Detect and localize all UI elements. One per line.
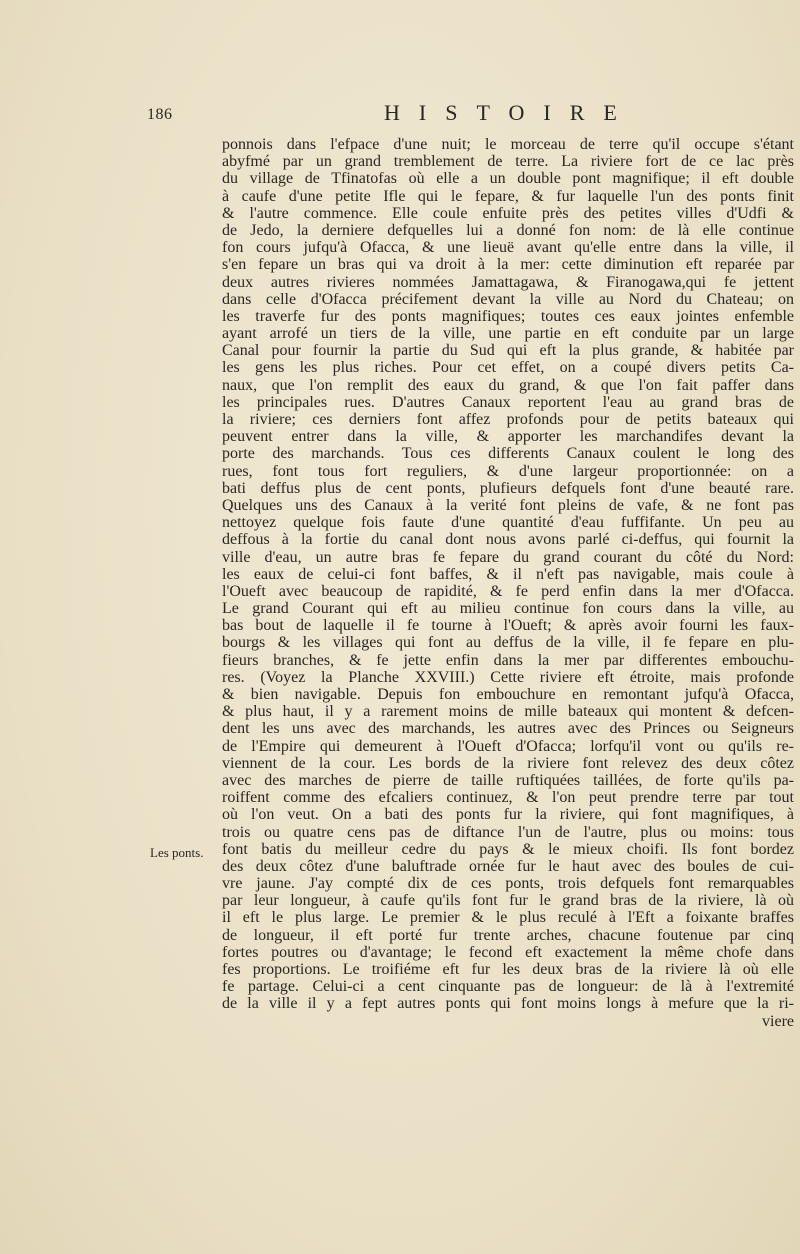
text-line: de Jedo, la derniere defquelles lui a donné fon nom: de là elle continue — [222, 221, 794, 239]
text-line: fortes poutres ou d'avantage; le fecond eft exactement la même chofe dans — [222, 943, 794, 961]
text-line: porte des marchands. Tous ces differents Canaux coulent le long des — [222, 445, 794, 463]
text-line: bati deffus plus de cent ponts, plufieurs defquels font d'une beauté rare. — [222, 479, 794, 497]
text-line: res. (Voyez la Planche XXVIII.) Cette riviere eft étroite, mais profonde — [222, 668, 794, 686]
text-line: fe partage. Celui-ci a cent cinquante pas de longueur: de là à l'extremité — [222, 978, 794, 996]
text-line: & l'autre commence. Elle coule enfuite près des petites villes d'Udfi & — [222, 204, 794, 222]
text-line: fon cours jufqu'à Ofacca, & une lieuë avant qu'elle entre dans la ville, il — [222, 239, 794, 257]
text-line: la riviere; ces derniers font affez profonds pour de petits bateaux qui — [222, 411, 794, 428]
text-line: les principales rues. D'autres Canaux reportent l'eau au grand bras de — [222, 393, 794, 411]
catchword: viere — [762, 1012, 794, 1030]
page-header — [0, 100, 800, 136]
text-line: abyfmé par un grand tremblement de terre. La riviere fort de ce lac près — [222, 153, 794, 171]
text-line: à caufe d'une petite Ifle qui le fepare, & fur laquelle l'un des ponts finit — [222, 187, 794, 205]
text-line: peuvent entrer dans la ville, & apporter les marchandifes devant la — [222, 428, 794, 446]
text-line: ayant arrofé un tiers de la ville, une partie en eft conduite par un large — [222, 325, 794, 343]
text-line: les gens les plus riches. Pour cet effet, on a coupé divers petits Ca- — [222, 359, 794, 377]
text-line: bourgs & les villages qui font au deffus de la ville, il fe fepare en plu- — [222, 634, 794, 652]
text-line: l'Oueft avec beaucoup de rapidité, & fe perd enfin dans la mer d'Ofacca. — [222, 582, 794, 600]
text-line: Le grand Courant qui eft au milieu continue fon cours dans la ville, au — [222, 600, 794, 618]
text-line: rues, font tous fort reguliers, & d'une largeur proportionnée: on a — [222, 462, 794, 480]
text-line: il eft le plus large. Le premier & le plus reculé à l'Eft a foixante braffes — [222, 909, 794, 927]
text-line: de la ville il y a fept autres ponts qui font moins longs à mefure que la ri- — [222, 995, 794, 1013]
text-line: trois ou quatre cens pas de diftance l'un de l'autre, plus ou moins: tous — [222, 823, 794, 841]
text-line: deffous à la fortie du canal dont nous avons parlé ci-deffus, qui fournit la — [222, 531, 794, 549]
text-line: roiffent comme des efcaliers continuez, & l'on peut prendre terre par tout — [222, 789, 794, 807]
text-line: nettoyez quelque fois faute d'une quantité d'eau fuffifante. Un peu au — [222, 514, 794, 532]
text-line: où l'on veut. On a bati des ponts fur la riviere, qui font magnifiques, à — [222, 806, 794, 824]
text-line: bas bout de laquelle il fe tourne à l'Oueft; & après avoir fourni les faux- — [222, 617, 794, 635]
marginal-note: Les ponts. — [150, 845, 204, 860]
text-line: des deux côtez d'une baluftrade ornée fur le haut avec des boules de cui- — [222, 857, 794, 875]
text-line: dans celle d'Ofacca précifement devant la ville au Nord du Chateau; on — [222, 290, 794, 308]
running-head: HISTOIRE — [384, 100, 636, 125]
text-line: font batis du meilleur cedre du pays & le mieux choifi. Ils font bordez — [222, 840, 794, 858]
text-line: ponnois dans l'efpace d'une nuit; le morceau de terre qu'il occupe s'étant — [222, 136, 794, 153]
text-line: s'en fepare un bras qui va droit à la mer: cette diminution eft reparée par — [222, 256, 794, 274]
text-line: dent les uns avec des marchands, les autres avec des Princes ou Seigneurs — [222, 720, 794, 738]
text-line: viennent de la cour. Les bords de la riviere font relevez des deux côtez — [222, 754, 794, 772]
text-line: de l'Empire qui demeurent à l'Oueft d'Ofacca; lorfqu'il vont ou qu'ils re- — [222, 737, 794, 755]
text-line: Quelques uns des Canaux à la verité font pleins de vafe, & ne font pas — [222, 496, 794, 514]
body-text — [222, 136, 794, 1030]
text-line: Canal pour fournir la partie du Sud qui eft la plus grande, & habitée par — [222, 342, 794, 360]
page-number: 186 — [147, 106, 173, 123]
text-line: les eaux de celui-ci font baffes, & il n'eft pas navigable, mais coule à — [222, 565, 794, 583]
text-line: fes proportions. Le troifiéme eft fur les deux bras de la riviere là où elle — [222, 961, 794, 978]
text-line: deux autres rivieres nommées Jamattagawa, & Firanogawa,qui fe jettent — [222, 273, 794, 291]
text-line: ville d'eau, un autre bras fe fepare du grand courant du côté du Nord: — [222, 548, 794, 566]
text-line: les traverfe fur des ponts magnifiques; toutes ces eaux jointes enfemble — [222, 307, 794, 325]
text-line: & plus haut, il y a rarement moins de mille bateaux qui montent & defcen- — [222, 703, 794, 721]
text-line: avec des marches de pierre de taille ruftiquées taillées, de forte qu'ils pa- — [222, 771, 794, 789]
text-line: naux, que l'on remplit des eaux du grand, & que l'on fait paffer dans — [222, 376, 794, 394]
text-line: par leur longueur, à caufe qu'ils font fur le grand bras de la riviere, là où — [222, 892, 794, 910]
text-line: vre jaune. J'ay compté dix de ces ponts, trois defquels font remarquables — [222, 875, 794, 893]
text-line: de longueur, il eft porté fur trente arches, chacune foutenue par cinq — [222, 926, 794, 944]
text-line: du village de Tfinatofas où elle a un double pont magnifique; il eft double — [222, 170, 794, 188]
text-line: fieurs branches, & fe jette enfin dans la mer par differentes embouchu- — [222, 651, 794, 669]
text-line: & bien navigable. Depuis fon embouchure en remontant jufqu'à Ofacca, — [222, 686, 794, 703]
